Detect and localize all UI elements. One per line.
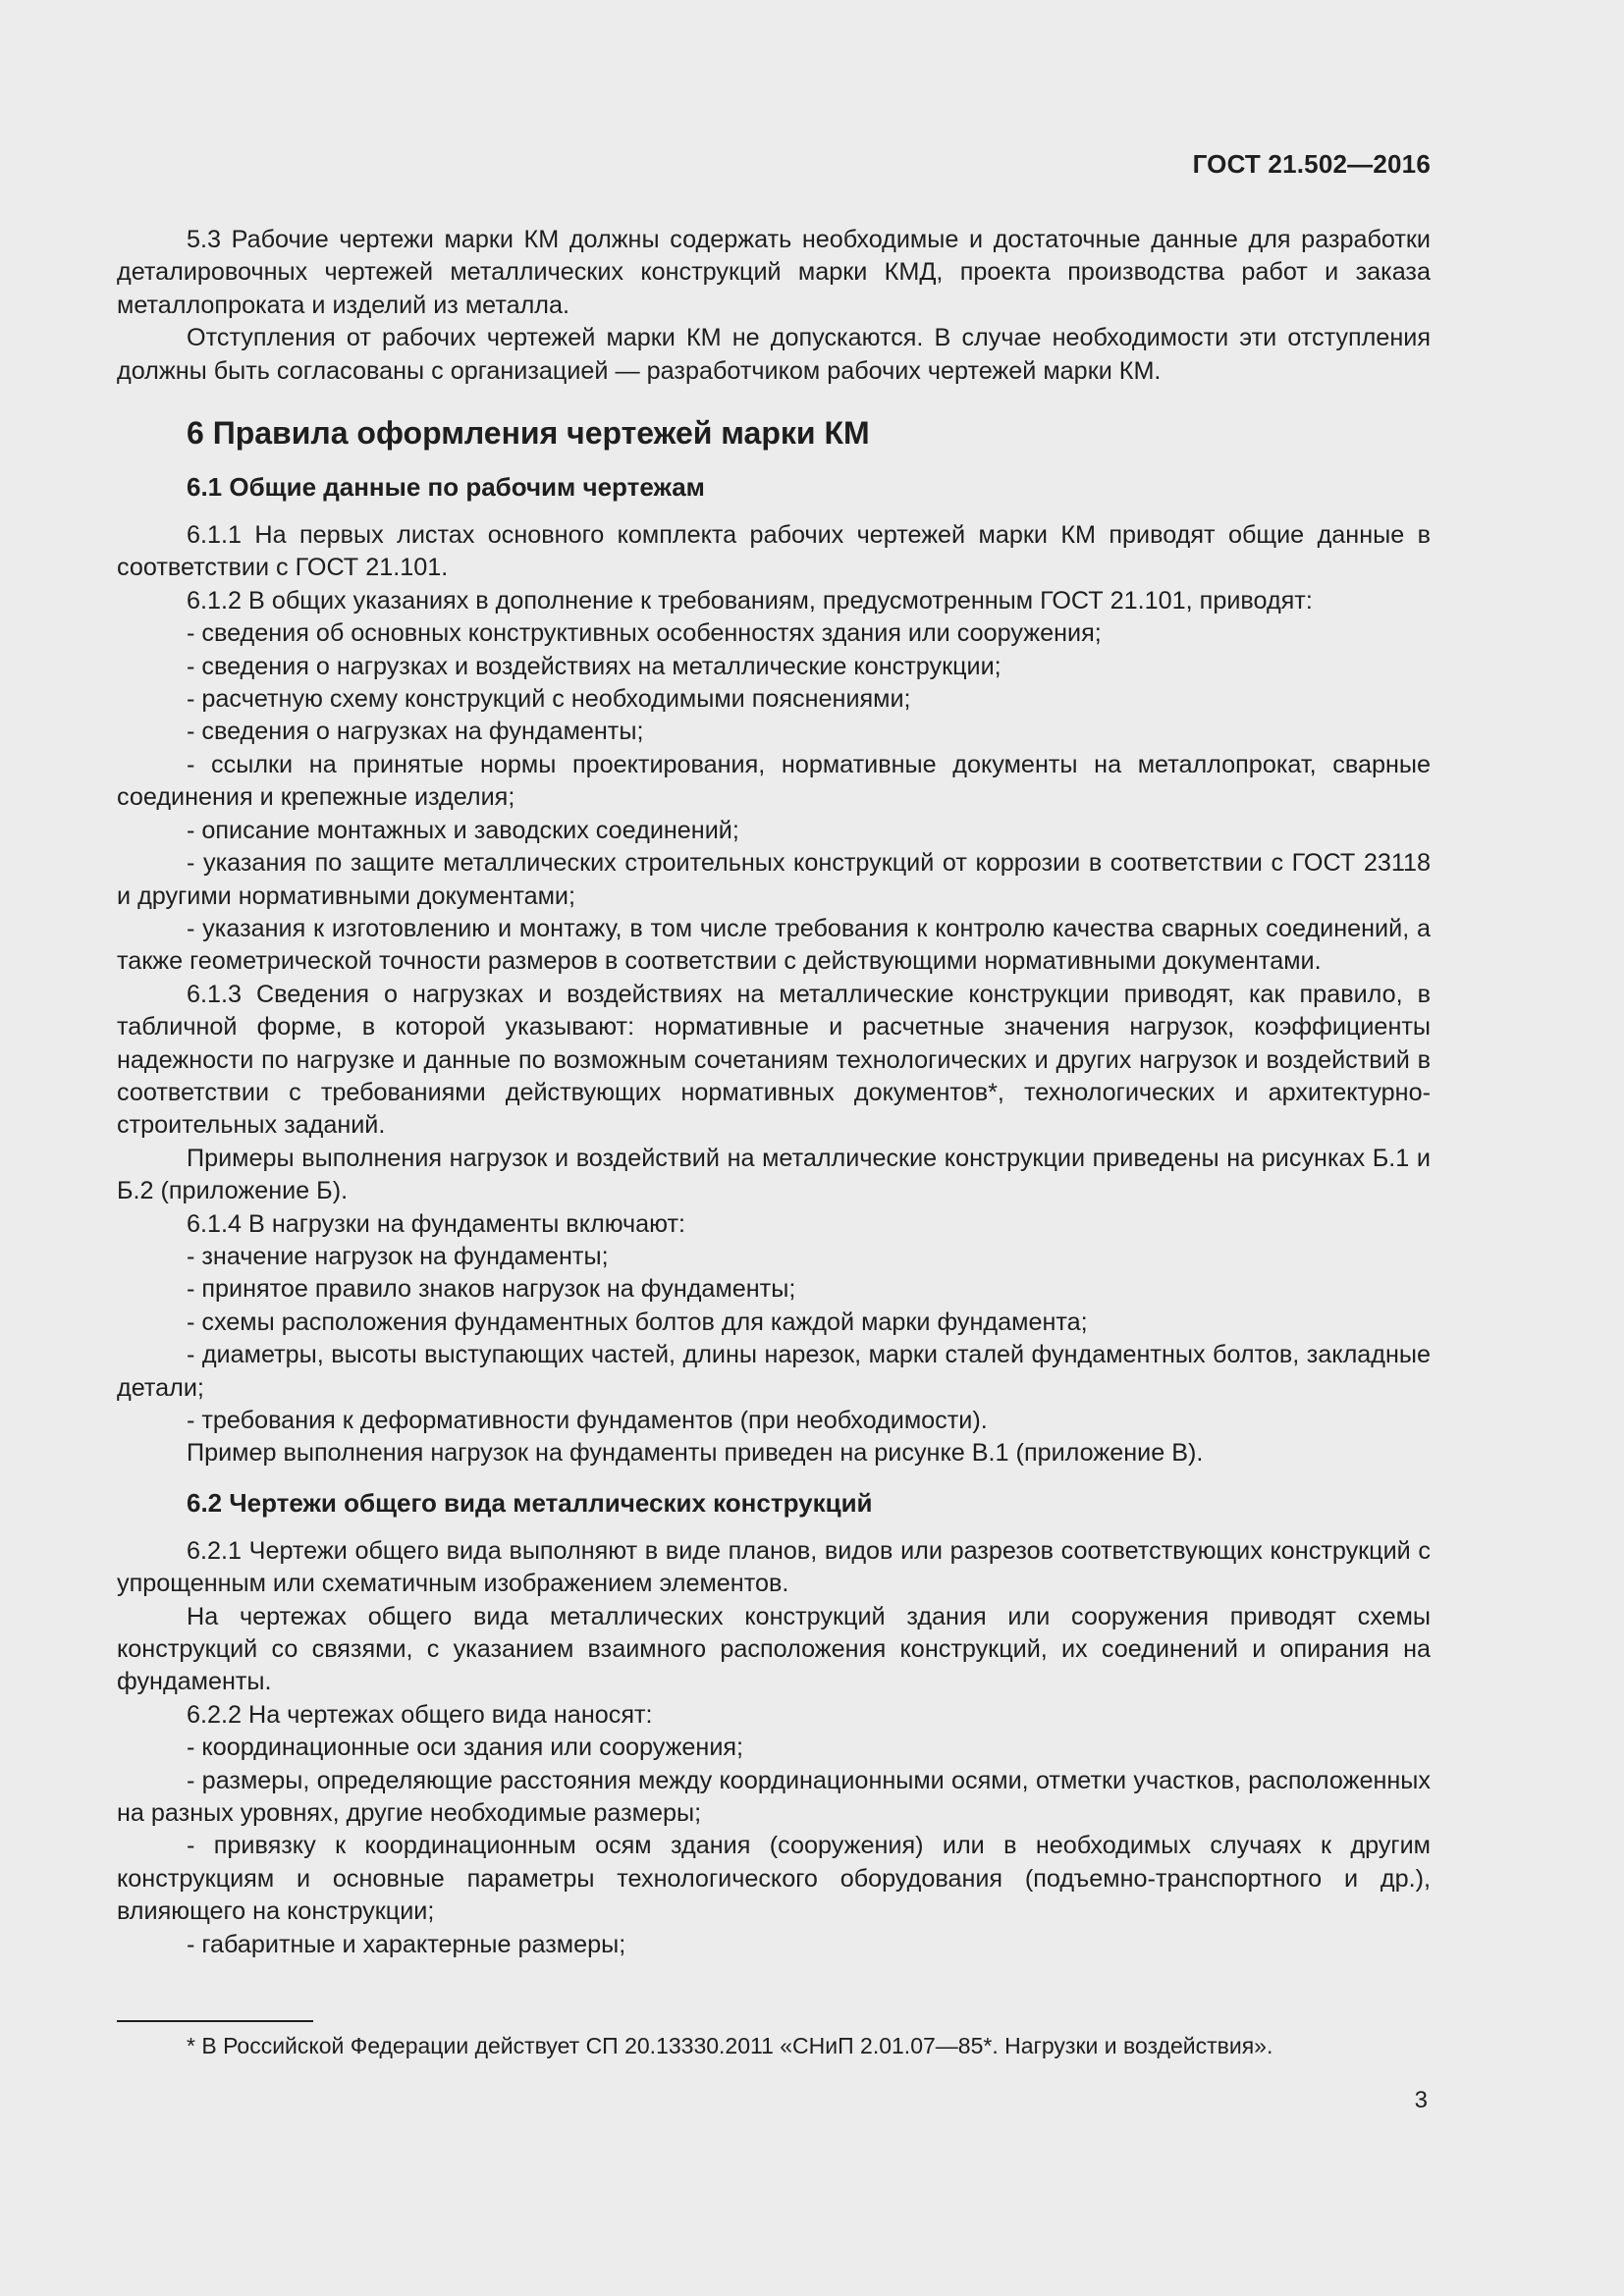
list-item: - сведения об основных конструктивных особенностях здания или сооружения; xyxy=(187,619,1102,648)
list-item: - ссылки на принятые нормы проектирования, нормативные документы на металлопрокат, сварные соединения и крепежные изделия; xyxy=(117,750,1431,812)
list-item: - значение нагрузок на фундаменты; xyxy=(187,1242,609,1270)
list-item: - схемы расположения фундаментных болтов для каждой марки фундамента; xyxy=(187,1308,1088,1336)
paragraph-6-2-1-general-view: На чертежах общего вида металлических конструкций здания или сооружения приводят схемы конструкций со связями, с указанием взаимного расположения конструкций, их соединений и опирания на фундаменты. xyxy=(117,1602,1431,1696)
paragraph-6-1-2: 6.1.2 В общих указаниях в дополнение к требованиям, предусмотренным ГОСТ 21.101, приводят: xyxy=(187,586,1313,614)
list-item: - требования к деформативности фундаментов (при необходимости). xyxy=(187,1407,988,1434)
list-item: - диаметры, высоты выступающих частей, длины нарезок, марки сталей фундаментных болтов, закладные детали; xyxy=(117,1341,1431,1402)
paragraph-5-3-deviations: Отступления от рабочих чертежей марки КМ не допускаются. В случае необходимости эти отступления должны быть согласованы с организацией — разработчиком рабочих чертежей марки КМ. xyxy=(117,324,1431,385)
list-6-2-2 xyxy=(117,1732,1431,1961)
list-item: - расчетную схему конструкций с необходимыми пояснениями; xyxy=(187,685,911,714)
footnote-separator xyxy=(117,2020,313,2022)
document-code-header: ГОСТ 21.502—2016 xyxy=(1192,149,1431,179)
section-6-heading: 6 Правила оформления чертежей марки КМ xyxy=(187,415,870,452)
list-item: - принятое правило знаков нагрузок на фундаменты; xyxy=(187,1275,796,1304)
list-6-1-2 xyxy=(117,617,1431,978)
list-item: - привязку к координационным осям здания (сооружения) или в необходимых случаях к другим конструкциям и основные параметры технологического оборудования (подъемно-транспортного и др.), влияющего на конструкции; xyxy=(117,1832,1431,1926)
paragraph-6-2-1: 6.2.1 Чертежи общего вида выполняют в виде планов, видов или разрезов соответствующих конструкций с упрощенным или схематичным изображением элементов. xyxy=(117,1536,1431,1598)
paragraph-6-2-2: 6.2.2 На чертежах общего вида наносят: xyxy=(187,1700,653,1729)
paragraph-6-1-3-examples: Примеры выполнения нагрузок и воздействий на металлические конструкции приведены на рисунках Б.1 и Б.2 (приложение Б). xyxy=(117,1144,1431,1205)
list-item: - координационные оси здания или сооружения; xyxy=(187,1734,744,1762)
list-item: - сведения о нагрузках и воздействиях на металлические конструкции; xyxy=(187,652,1001,680)
paragraph-6-1-3: 6.1.3 Сведения о нагрузках и воздействиях на металлические конструкции приводят, как правило, в табличной форме, в которой указывают: нормативные и расчетные значения нагрузок, коэффициенты надежности по нагрузке и данные по возможным сочетаниям технологических и других нагрузок и воздействий в соответствии с требованиями действующих нормативных документов*, технологических и архитектурно-строительных заданий. xyxy=(117,980,1431,1140)
subsection-6-2-heading: 6.2 Чертежи общего вида металлических конструкций xyxy=(187,1487,873,1518)
list-item: - сведения о нагрузках на фундаменты; xyxy=(187,718,644,746)
list-item: - указания к изготовлению и монтажу, в том числе требования к контролю качества сварных соединений, а также геометрической точности размеров в соответствии с действующими нормативными документами. xyxy=(117,914,1431,976)
footnote: * В Российской Федерации действует СП 20.13330.2011 «СНиП 2.01.07—85*. Нагрузки и воздействия». xyxy=(187,2033,1273,2058)
list-item: - описание монтажных и заводских соединений; xyxy=(187,816,739,844)
document-body xyxy=(117,224,1431,1961)
list-6-1-4 xyxy=(117,1241,1431,1437)
subsection-6-1-heading: 6.1 Общие данные по рабочим чертежам xyxy=(187,472,705,503)
paragraph-6-1-1: 6.1.1 На первых листах основного комплекта рабочих чертежей марки КМ приводят общие данные в соответствии с ГОСТ 21.101. xyxy=(117,521,1431,582)
list-item: - габаритные и характерные размеры; xyxy=(187,1930,626,1958)
paragraph-6-1-4: 6.1.4 В нагрузки на фундаменты включают: xyxy=(187,1209,686,1238)
paragraph-5-3: 5.3 Рабочие чертежи марки КМ должны содержать необходимые и достаточные данные для разработки деталировочных чертежей металлических конструкций марки КМД, проекта производства работ и заказа металлопроката и изделий из металла. xyxy=(117,226,1431,319)
paragraph-6-1-4-example: Пример выполнения нагрузок на фундаменты приведен на рисунке В.1 (приложение В). xyxy=(187,1439,1204,1468)
page-number: 3 xyxy=(1414,2087,1428,2113)
list-item: - указания по защите металлических строительных конструкций от коррозии в соответствии с ГОСТ 23118 и другими нормативными документами; xyxy=(117,849,1431,910)
list-item: - размеры, определяющие расстояния между координационными осями, отметки участков, расположенных на разных уровнях, другие необходимые размеры; xyxy=(117,1766,1431,1828)
